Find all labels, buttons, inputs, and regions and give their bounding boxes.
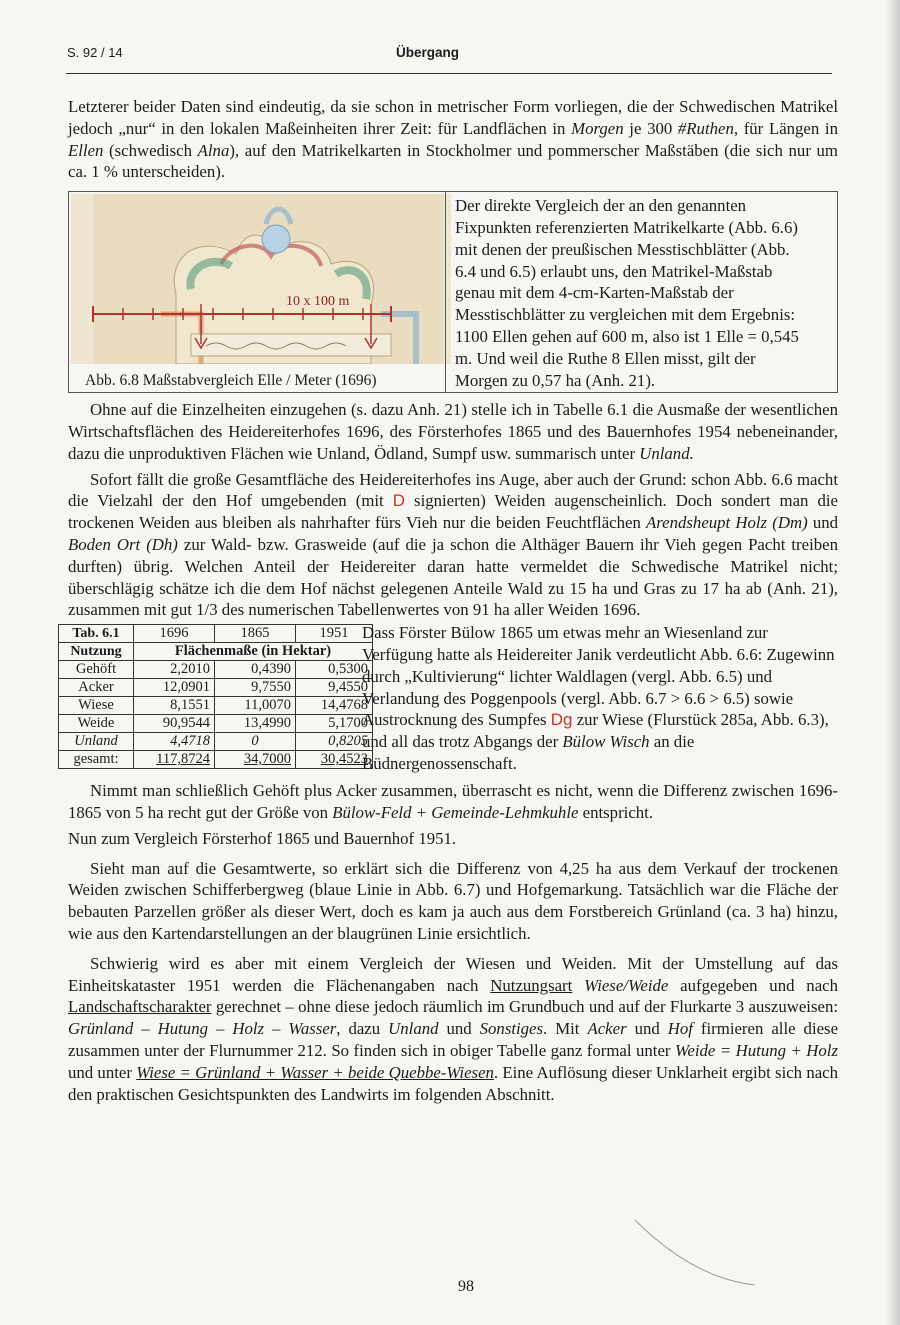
paragraph-comparison: Nun zum Vergleich Försterhof 1865 und Bauernhof 1951. [68, 828, 457, 848]
page-body [68, 96, 838, 1105]
paragraph-totals: Sieht man auf die Gesamtwerte, so erklärt sich die Differenz von 4,25 ha aus dem Verkauf der trockenen Weiden zwischen Schifferbergweg (blaue Linie in Abb. 6.7) und Hofgemarkung. Tatsächlich war die Fläche der bebauten Parzellen größer als dieser Wert, doch es kam ja auch aus dem Forstbereich Grünland (ca. 3 ha) hinzu, wie aus den Kartendarstellungen an der blaugrünen Linie ersichtlich. [68, 858, 838, 943]
paragraph-cadastre: Schwierig wird es aber mit einem Vergleich der Wiesen und Weiden. Mit der Umstellung auf das Einheitskataster 1951 werden die Flächenangaben nach Nutzungsart Wiese/Weide aufgegeben und nach Landschaftscharakter gerechnet – ohne diese jedoch räumlich im Grundbuch und auf der Flurkarte 3 auszuweisen: Grünland – Hutung – Holz – Wasser, dazu Unland und Sonstiges. Mit Acker und Hof firmieren alle diese zusammen unter der Flurnummer 212. So finden sich in obiger Tabelle ganz formal unter Weide = Hutung + Holz und unter Wiese = Grünland + Wasser + beide Quebbe-Wiesen. Eine Auflösung dieser Unklarheit ergibt sich nach den praktischen Gesichtspunkten des Landwirts im folgenden Abschnitt. [68, 953, 839, 1104]
table-title: Tab. 6.1 [59, 625, 134, 643]
marker-dg: Dg [550, 710, 573, 730]
table-row: Wiese 8,1551 11,0070 14,4768 [59, 697, 373, 715]
scale-label: 10 x 100 m [286, 294, 350, 310]
marker-d: D [392, 491, 406, 511]
table-row: Unland 4,4718 0 0,8205 [59, 733, 373, 751]
figure-caption: Abb. 6.8 Maßstabvergleich Elle / Meter (1696) [85, 372, 377, 390]
table-row: Gehöft 2,2010 0,4390 0,5300 [59, 661, 373, 679]
figure-divider [445, 192, 446, 392]
page-number: 98 [458, 1278, 474, 1295]
header-rule [66, 73, 832, 74]
map-scale-image [71, 194, 451, 364]
year-1865: 1865 [215, 625, 296, 643]
paragraph-table-intro: Ohne auf die Einzelheiten einzugehen (s. dazu Anh. 21) stelle ich in Tabelle 6.1 die Ausmaße der wesentlichen Wirtschaftsflächen des Heidereiterhofes 1696, des Försterhofes 1865 und des Bauernhofes 1954 nebeneinander, dazu die unproduktiven Flächen wie Unland, Ödland, Sumpf usw. summarisch unter Unland. [68, 400, 838, 463]
paragraph-units: Letzterer beider Daten sind eindeutig, da sie schon in metrischer Form vorliegen, die der Schwedischen Matrikel jedoch „nur“ in den lokalen Maßeinheiten ihrer Zeit: für Landflächen in Morgen je 300 #Ruthen, für Längen in Ellen (schwedisch Alna), auf den Matrikelkarten in Stockholmer und pommerscher Maßstäben (die sich nur um ca. 1 % unterscheiden). [68, 97, 838, 182]
column-label: Nutzung [59, 643, 134, 661]
table-row: Acker 12,0901 9,7550 9,4550 [59, 679, 373, 697]
figure-side-text: Der direkte Vergleich der an den genannten Fixpunkten referenzierten Matrikelkarte (Abb. 6.6) mit denen der preußischen Messtischblätter (Abb. 6.4 und 6.5) erlaubt uns, den Matrikel-Maßstab genau mit dem 4-cm-Karten-Maßstab der Messtischblätter zu vergleichen mit dem Ergebnis: 1100 Ellen gehen auf 600 m, also ist 1 Elle = 0,545 m. Und weil die Ruthe 8 Ellen misst, gilt der Morgen zu 0,57 ha (Anh. 21). [455, 196, 799, 390]
table-block [68, 624, 838, 780]
paragraph-pastures: Sofort fällt die große Gesamtfläche des Heidereiterhofes ins Auge, aber auch der Grund: schon Abb. 6.6 macht die Vielzahl der den Hof umgebenden (mit D signierten) Weiden augenscheinlich. Doch sondert man die trockenen Weiden aus bleiben als nahrhafter fürs Vieh nur die beiden Feuchtflächen Arendsheupt Holz (Dm) und Boden Ort (Dh) zur Wald- bzw. Grasweide (auf die ja schon die Althäger Bauern ihr Vieh gegen Pacht treiben durften) übrig. Welchen Anteil der Heidereiter daran hatte vermeldet die Schwedische Matrikel nicht; überschlägig schätze ich die dem Hof nächst gelegenen Anteile Wald zu 15 ha und Gras zu 17 ha ab (Anh. 21), zusammen mit gut 1/3 des numerischen Tabellenwertes von 91 ha aller Weiden 1696. [68, 469, 838, 620]
figure-box [68, 191, 838, 393]
unit-label: Flächenmaße (in Hektar) [134, 643, 373, 661]
page-edge-shadow [886, 0, 900, 1325]
area-table [58, 624, 373, 769]
paragraph-difference: Nimmt man schließlich Gehöft plus Acker zusammen, überrascht es nicht, wenn die Differenz zwischen 1696-1865 von 5 ha recht gut der Größe von Bülow-Feld + Gemeinde-Lehmkuhle entspricht. [68, 781, 838, 822]
year-1951: 1951 [296, 625, 373, 643]
table-row: Weide 90,9544 13,4990 5,1700 [59, 715, 373, 733]
pencil-mark [630, 1215, 760, 1295]
table-total-row: gesamt: 117,8724 34,7000 30,4523 [59, 751, 373, 769]
table-subheader-row [59, 643, 373, 661]
table-side-text: Dass Förster Bülow 1865 um etwas mehr an Wiesenland zur Verfügung hatte als Heidereiter Janik verdeutlicht Abb. 6.6: Zugewinn durch „Kultivierung“ lichter Waldlagen (vergl. Abb. 6.5) und Verlandung des Poggenpools (vergl. Abb. 6.7 > 6.6 > 6.5) sowie Austrocknung des Sumpfes Dg zur Wiese (Flurstück 285a, Abb. 6.3), und all das trotz Abgangs der Bülow Wisch an die Büdnergenossenschaft. [362, 623, 835, 773]
page-reference: S. 92 / 14 [67, 45, 123, 60]
table-header-row [59, 625, 373, 643]
chapter-title: Übergang [396, 45, 460, 60]
year-1696: 1696 [134, 625, 215, 643]
